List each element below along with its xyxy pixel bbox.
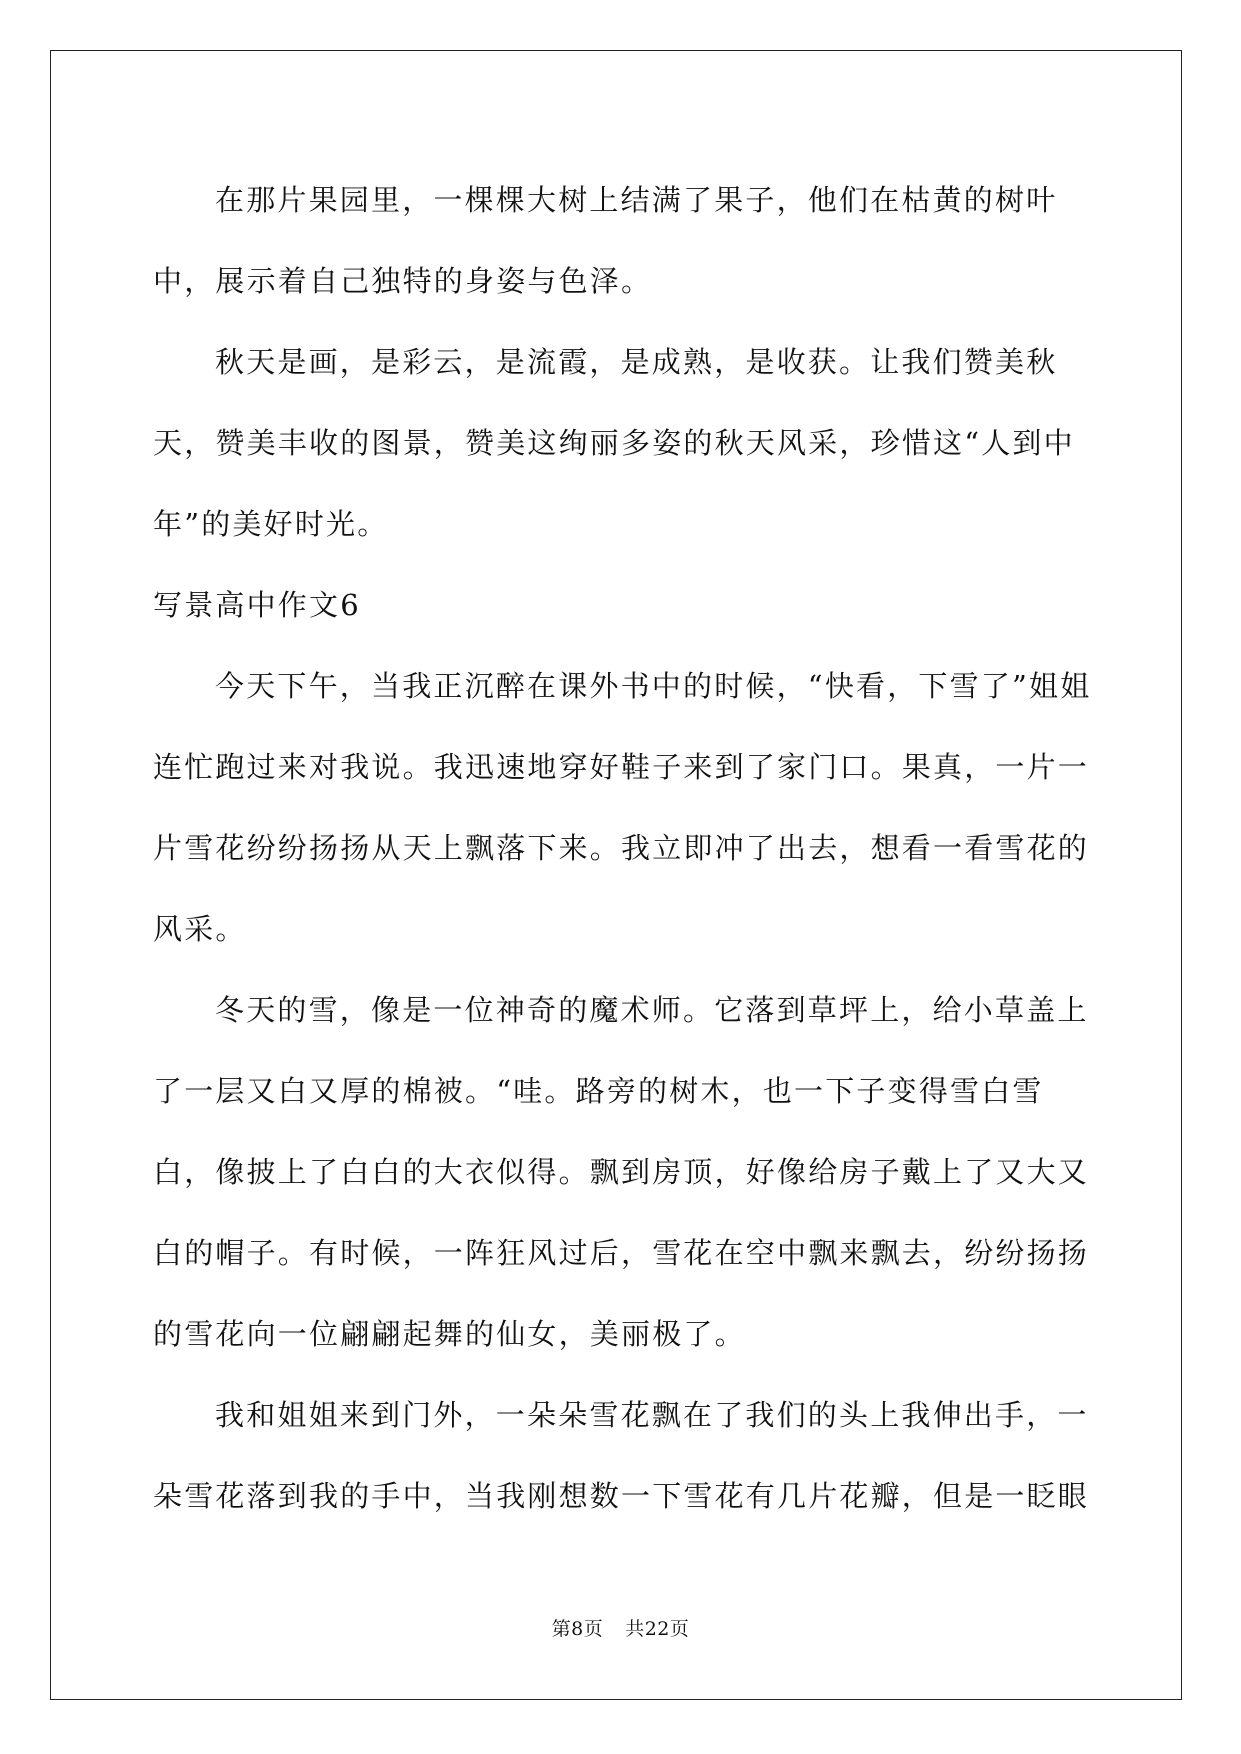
page-number: 第8页 — [551, 1618, 604, 1640]
page-total: 共22页 — [625, 1618, 690, 1640]
page-footer — [0, 1614, 1241, 1641]
paragraph-winter-snow: 冬天的雪，像是一位神奇的魔术师。它落到草坪上，给小草盖上了一层又白又厚的棉被。“哇。路旁的树木，也一下子变得雪白雪白，像披上了白白的大衣似得。飘到房顶，好像给房子戴上了又大又白的帽子。有时候，一阵狂风过后，雪花在空中飘来飘去，纷纷扬扬的雪花向一位翩翩起舞的仙女，美丽极了。 — [153, 993, 1090, 1351]
paragraph-snow-start: 今天下午，当我正沉醉在课外书中的时候，“快看，下雪了”姐姐连忙跑过来对我说。我迅速地穿好鞋子来到了家门口。果真，一片一片雪花纷纷扬扬从天上飘落下来。我立即冲了出去，想看一看雪花的风采。 — [153, 669, 1092, 946]
section-heading: 写景高中作文6 — [153, 588, 361, 622]
paragraph-orchard: 在那片果园里，一棵棵大树上结满了果子，他们在枯黄的树叶中，展示着自己独特的身姿与色泽。 — [153, 183, 1058, 298]
paragraph-autumn-praise: 秋天是画，是彩云，是流霞，是成熟，是收获。让我们赞美秋天，赞美丰收的图景，赞美这绚丽多姿的秋天风采，珍惜这“人到中年”的美好时光。 — [153, 345, 1075, 541]
paragraph-snowflake-hand: 我和姐姐来到门外，一朵朵雪花飘在了我们的头上我伸出手，一朵雪花落到我的手中，当我刚想数一下雪花有几片花瓣，但是一眨眼 — [153, 1398, 1090, 1513]
document-body — [153, 160, 1093, 1537]
